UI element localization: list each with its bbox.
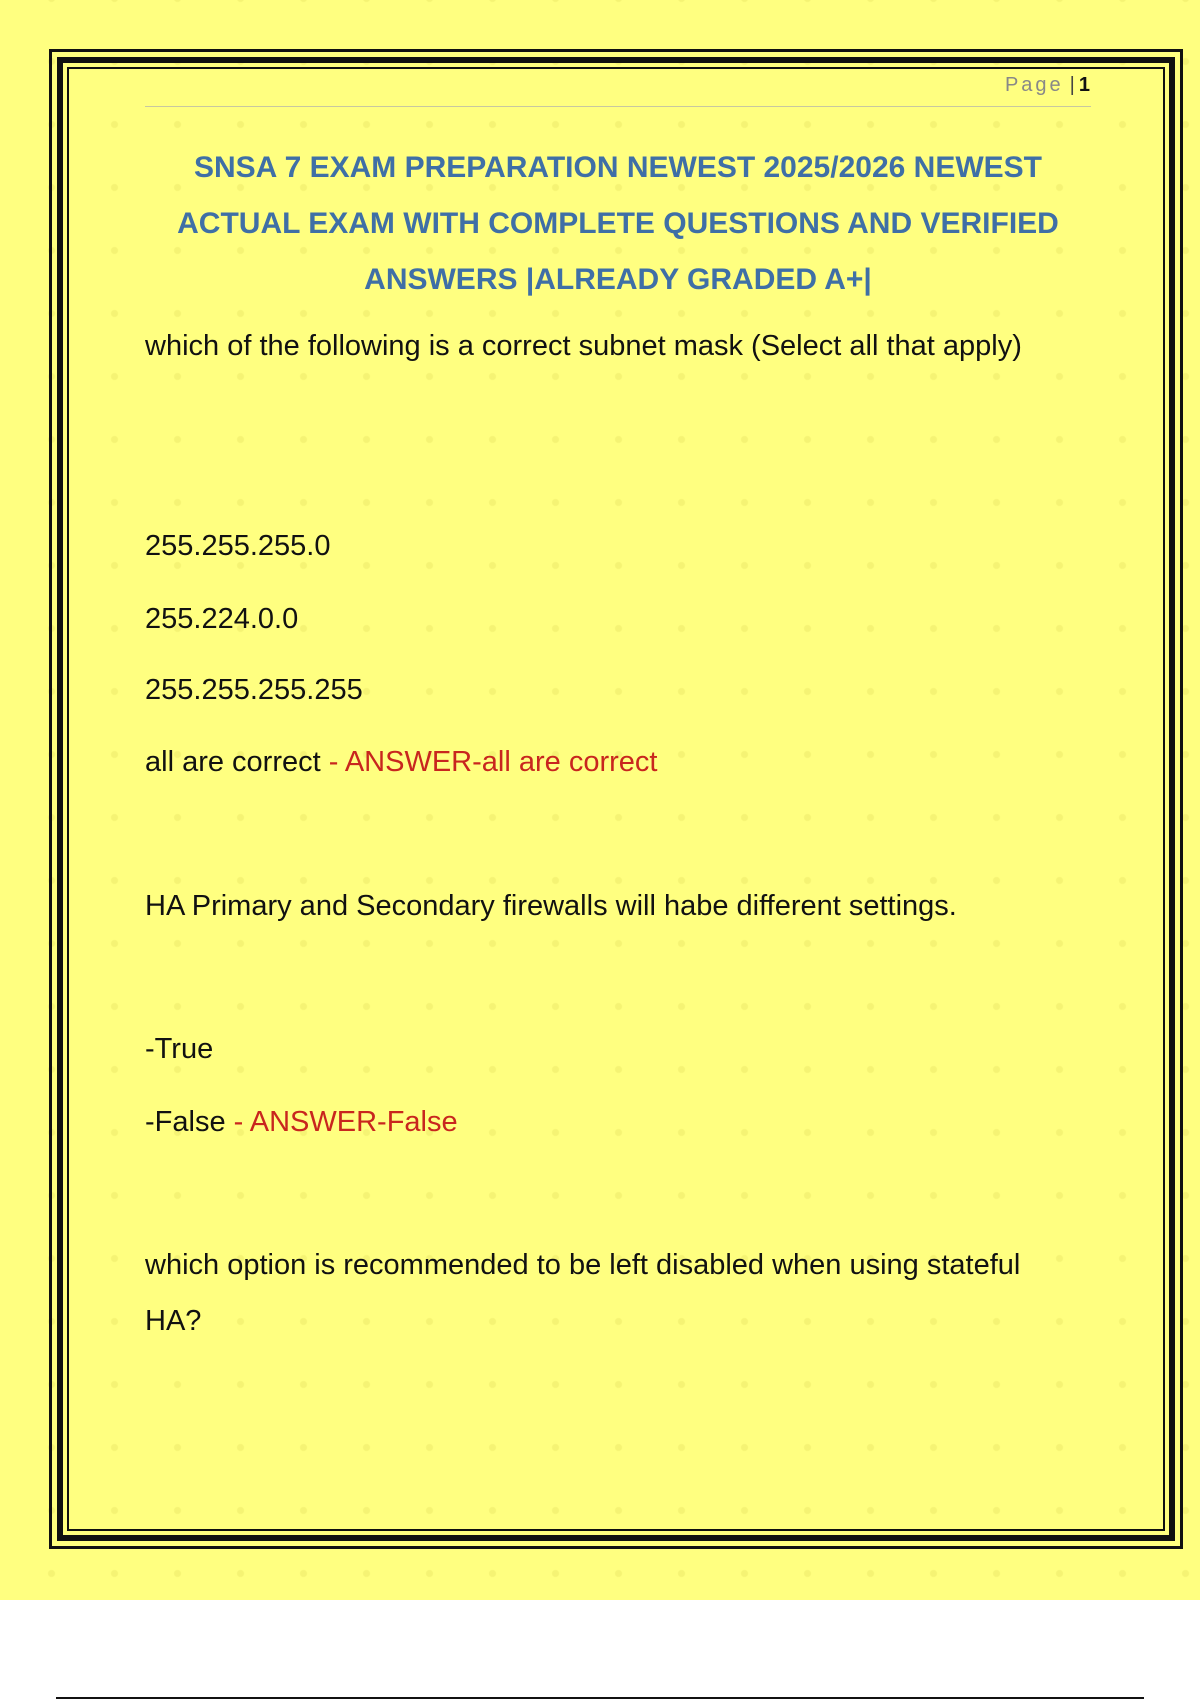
question-1-option-1: 255.255.255.0 [145, 530, 331, 562]
question-2-option-1: -True [145, 1033, 214, 1065]
bottom-rule [56, 1697, 1144, 1699]
header-rule [145, 106, 1091, 107]
page-number [1005, 74, 1090, 97]
question-2-last-option-line [145, 1094, 1065, 1150]
page-separator: | [1069, 74, 1075, 96]
question-3-text: which option is recommended to be left disabled when using stateful HA? [145, 1249, 1021, 1337]
question-1-answer: - ANSWER-all are correct [320, 746, 658, 778]
question-1-option-3: 255.255.255.255 [145, 674, 363, 706]
question-1-last-option-line [145, 734, 1065, 790]
question-1-text: which of the following is a correct subnet mask (Select all that apply) [145, 330, 1022, 362]
document-title: SNSA 7 EXAM PREPARATION NEWEST 2025/2026 NEWEST ACTUAL EXAM WITH COMPLETE QUESTIONS AND VERIFIED ANSWERS |ALREADY GRADED A+| [177, 151, 1059, 296]
question-2-answer: - ANSWER-False [225, 1106, 458, 1138]
page-number-value: 1 [1078, 74, 1090, 96]
page-label: Page [1004, 74, 1064, 96]
question-2-text: HA Primary and Secondary firewalls will habe different settings. [145, 890, 957, 922]
question-2-option-2: -False [145, 1106, 226, 1138]
question-1-option-2: 255.224.0.0 [145, 603, 299, 635]
question-1-option-4: all are correct [145, 746, 321, 778]
